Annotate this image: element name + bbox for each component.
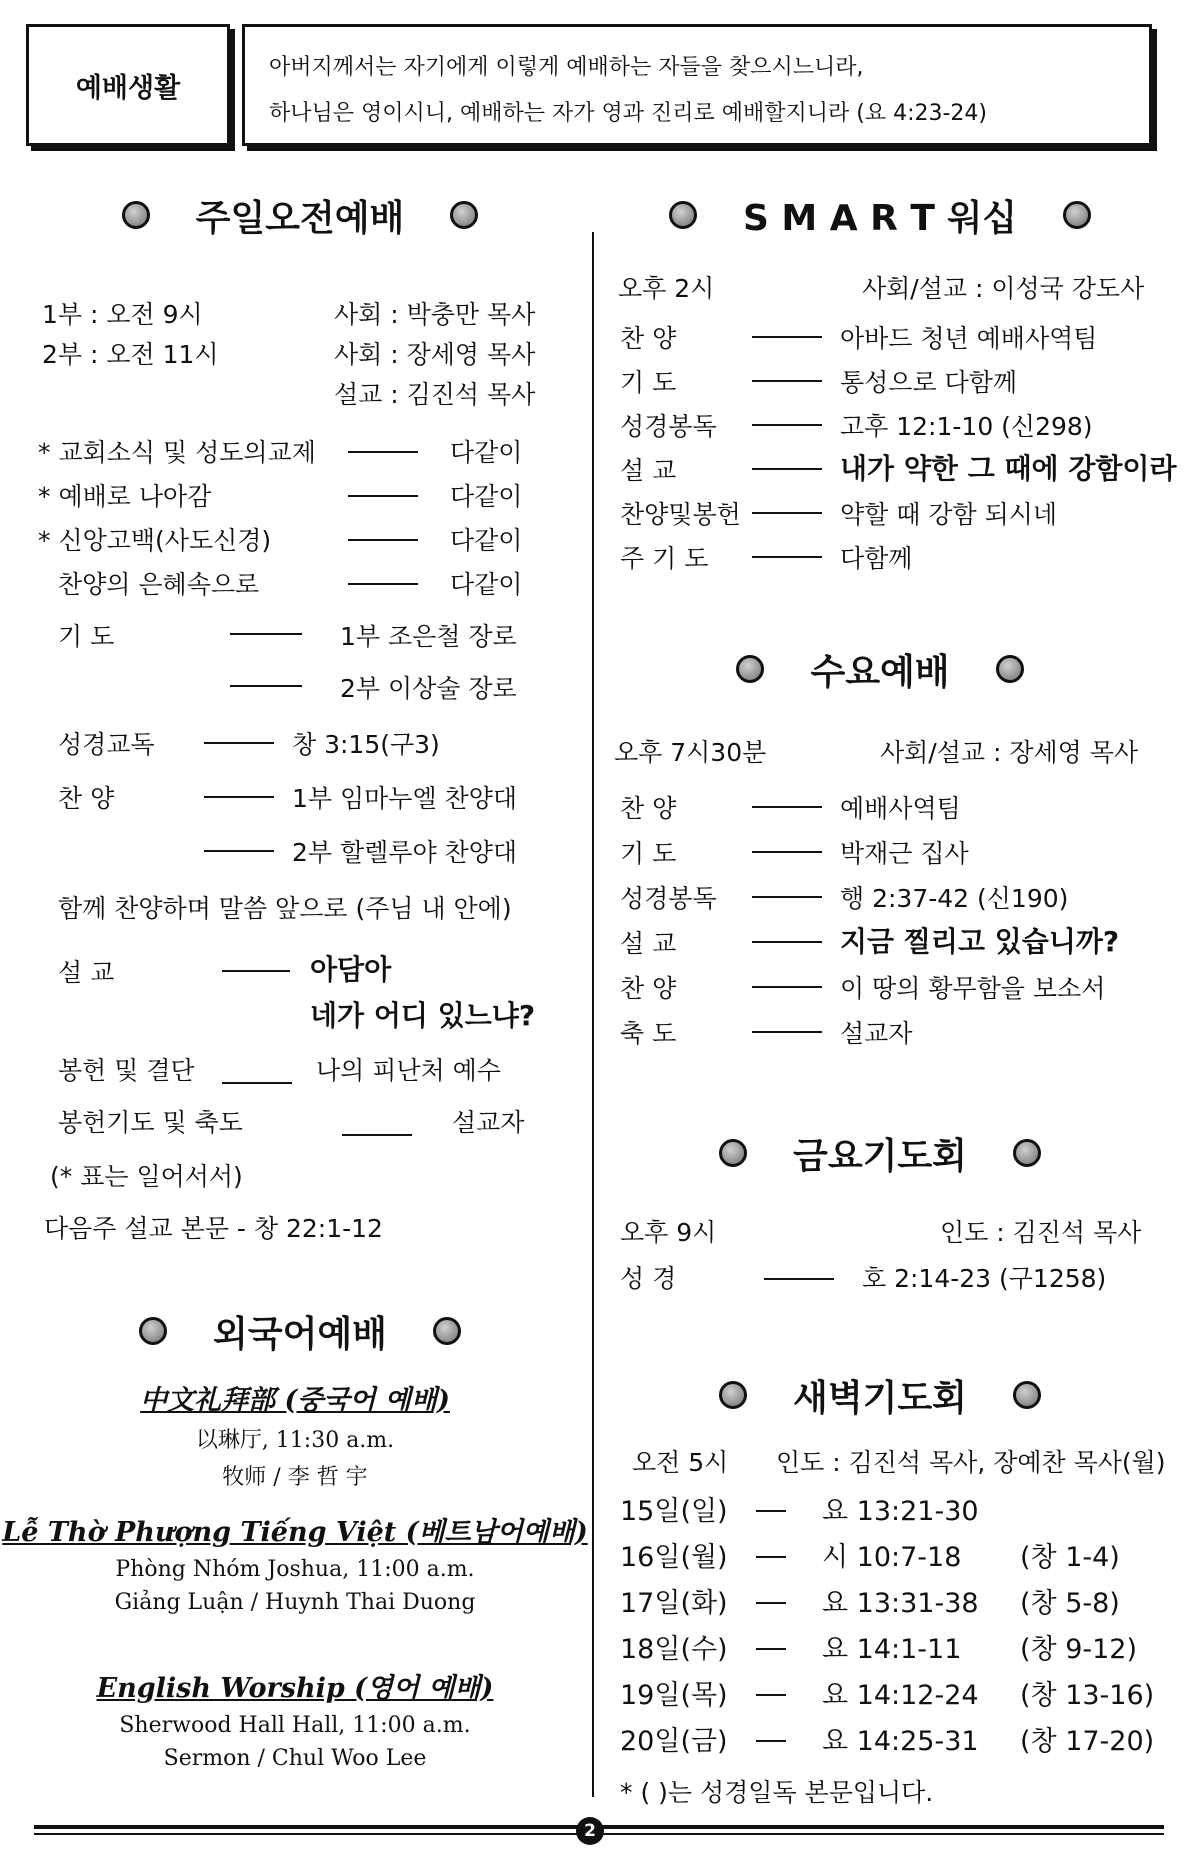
dawn-reading: (창 1-4): [1020, 1542, 1120, 1573]
chinese-service-place: 以琳厅, 11:30 a.m.: [195, 1428, 395, 1453]
section-title-smart: S M A R T 워십: [620, 190, 1140, 240]
dawn-passage: 요 14:25-31: [822, 1726, 979, 1757]
row-label: 기 도: [620, 368, 677, 397]
sermon-label: 설 교: [58, 958, 115, 987]
order-item: * 교회소식 및 성도의교제: [38, 438, 316, 467]
leader-dash: [756, 1740, 786, 1742]
offering-label: 봉헌 및 결단: [58, 1056, 195, 1085]
chinese-service-pastor: 牧师 / 李 哲 宇: [222, 1465, 368, 1490]
row-label: 주 기 도: [620, 544, 709, 573]
order-item: * 신앙고백(사도신경): [38, 526, 272, 555]
leader-dash: [204, 796, 274, 798]
dawn-time: 오전 5시: [632, 1448, 729, 1477]
wednesday-leader: 사회/설교 : 장세영 목사: [880, 738, 1139, 767]
bullet-icon: [719, 1381, 747, 1409]
leader-dash: [222, 970, 290, 972]
order-value: 다같이: [450, 570, 523, 599]
praise-2: 2부 할렐루야 찬양대: [292, 838, 517, 867]
chinese-service-title: 中文礼拜部 (중국어 예배): [140, 1385, 450, 1416]
row-value: 고후 12:1-10 (신298): [840, 412, 1093, 441]
friday-time: 오후 9시: [620, 1218, 717, 1247]
leader-dash: [752, 851, 822, 853]
leader-dash: [756, 1556, 786, 1558]
service-time-2: 2부 : 오전 11시: [42, 340, 219, 369]
row-label: 설 교: [620, 456, 677, 485]
row-label: 찬양및봉헌: [620, 500, 741, 529]
leader-dash: [752, 336, 822, 338]
leader-dash: [752, 512, 822, 514]
leader-dash: [752, 941, 822, 943]
leader-dash: [756, 1602, 786, 1604]
sermon-title: 아담아: [310, 953, 392, 986]
leader-dash: [756, 1648, 786, 1650]
friday-leader: 인도 : 김진석 목사: [940, 1218, 1142, 1247]
bullet-icon: [736, 655, 764, 683]
row-label: 설 교: [620, 929, 677, 958]
dawn-day: 16일(월): [620, 1542, 728, 1573]
bullet-icon: [669, 201, 697, 229]
row-label: 성경봉독: [620, 412, 717, 441]
benediction-label: 봉헌기도 및 축도: [58, 1108, 243, 1137]
together-line: 함께 찬양하며 말씀 앞으로 (주님 내 안에): [58, 894, 512, 923]
sermon-title: 네가 어디 있느냐?: [310, 999, 536, 1032]
verse-line: 아버지께서는 자기에게 이렇게 예배하는 자들을 찾으시느니라,: [269, 55, 864, 80]
dawn-passage: 요 13:31-38: [822, 1588, 979, 1619]
row-label: 찬 양: [620, 324, 677, 353]
leader-dash: [752, 1031, 822, 1033]
wednesday-time: 오후 7시30분: [614, 738, 767, 767]
leader-dash: [230, 685, 302, 687]
english-service-preacher: Sermon / Chul Woo Lee: [163, 1746, 427, 1771]
row-value: 다함께: [840, 544, 913, 573]
order-value: 다같이: [450, 526, 523, 555]
bullet-icon: [1013, 1139, 1041, 1167]
order-item: * 예배로 나아감: [38, 482, 212, 511]
standing-note: (* 표는 일어서서): [50, 1162, 243, 1191]
scripture-box: [242, 24, 1152, 146]
leader-dash: [752, 896, 822, 898]
praise-1: 1부 임마누엘 찬양대: [292, 784, 517, 813]
row-value: 아바드 청년 예배사역팀: [840, 324, 1098, 353]
leader-dash: [222, 1082, 292, 1084]
leader-dash: [756, 1510, 786, 1512]
reading-note: * ( )는 성경일독 본문입니다.: [620, 1778, 934, 1807]
vietnamese-service-place: Phòng Nhóm Joshua, 11:00 a.m.: [115, 1557, 475, 1582]
order-value: 다같이: [450, 482, 523, 511]
reading-label: 성경교독: [58, 730, 155, 759]
column-divider: [592, 232, 594, 1797]
prayer-label: 기 도: [58, 622, 115, 651]
leader-dash: [348, 495, 418, 497]
section-label: 예배생활: [26, 24, 230, 146]
english-service-place: Sherwood Hall Hall, 11:00 a.m.: [119, 1713, 471, 1738]
leader-dash: [752, 556, 822, 558]
bullet-icon: [996, 655, 1024, 683]
sermon-title: 내가 약한 그 때에 강함이라: [840, 452, 1177, 485]
row-label: 찬 양: [620, 794, 677, 823]
preacher: 설교 : 김진석 목사: [334, 380, 536, 409]
vietnamese-service-preacher: Giảng Luận / Huynh Thai Duong: [114, 1590, 476, 1615]
section-title-friday: 금요기도회: [620, 1128, 1140, 1178]
dawn-passage: 시 10:7-18: [822, 1542, 962, 1573]
dawn-leader: 인도 : 김진석 목사, 장예찬 목사(월): [776, 1448, 1166, 1477]
prayer-1: 1부 조은철 장로: [340, 622, 517, 651]
leader-dash: [756, 1694, 786, 1696]
leader-dash: [752, 468, 822, 470]
dawn-reading: (창 5-8): [1020, 1588, 1120, 1619]
row-value: 설교자: [840, 1019, 913, 1048]
dawn-day: 19일(목): [620, 1680, 728, 1711]
smart-time: 오후 2시: [618, 274, 715, 303]
dawn-reading: (창 17-20): [1020, 1726, 1155, 1757]
friday-bible-value: 호 2:14-23 (구1258): [862, 1264, 1107, 1293]
service-time-1: 1부 : 오전 9시: [42, 300, 203, 329]
bullet-icon: [433, 1317, 461, 1345]
section-title-foreign: 외국어예배: [60, 1306, 540, 1356]
leader-dash: [752, 380, 822, 382]
bullet-icon: [1063, 201, 1091, 229]
praise-label: 찬 양: [58, 784, 115, 813]
row-label: 축 도: [620, 1019, 677, 1048]
bullet-icon: [719, 1139, 747, 1167]
row-value: 행 2:37-42 (신190): [840, 884, 1069, 913]
leader-dash: [204, 742, 274, 744]
leader-dash: [348, 451, 418, 453]
row-label: 기 도: [620, 839, 677, 868]
leader-dash: [342, 1134, 412, 1136]
prayer-2: 2부 이상술 장로: [340, 674, 517, 703]
leader-dash: [752, 424, 822, 426]
section-title-dawn: 새벽기도회: [620, 1370, 1140, 1420]
row-value: 예배사역팀: [840, 794, 961, 823]
row-value: 이 땅의 황무함을 보소서: [840, 974, 1106, 1003]
leader-dash: [204, 850, 274, 852]
benediction-value: 설교자: [452, 1108, 525, 1137]
bullet-icon: [139, 1317, 167, 1345]
dawn-passage: 요 14:1-11: [822, 1634, 962, 1665]
row-value: 통성으로 다함께: [840, 368, 1017, 397]
row-value: 박재근 집사: [840, 839, 969, 868]
dawn-passage: 요 14:12-24: [822, 1680, 979, 1711]
leader-dash: [752, 986, 822, 988]
section-title-wednesday: 수요예배: [620, 644, 1140, 694]
bullet-icon: [1013, 1381, 1041, 1409]
leader-dash: [752, 806, 822, 808]
leader-dash: [348, 539, 418, 541]
order-item: 찬양의 은혜속으로: [58, 570, 260, 599]
dawn-reading: (창 9-12): [1020, 1634, 1138, 1665]
offering-value: 나의 피난처 예수: [316, 1056, 501, 1085]
row-value: 약할 때 강함 되시네: [840, 500, 1058, 529]
dawn-day: 20일(금): [620, 1726, 728, 1757]
page-number: 2: [576, 1817, 604, 1845]
dawn-passage: 요 13:21-30: [822, 1496, 979, 1527]
reading-value: 창 3:15(구3): [292, 730, 440, 759]
order-value: 다같이: [450, 438, 523, 467]
dawn-day: 18일(수): [620, 1634, 728, 1665]
bullet-icon: [450, 201, 478, 229]
verse-line: 하나님은 영이시니, 예배하는 자가 영과 진리로 예배할지니라 (요 4:23-24): [269, 101, 987, 126]
sermon-title: 지금 찔리고 있습니까?: [840, 925, 1120, 958]
leader-dash: [764, 1278, 834, 1280]
dawn-day: 15일(일): [620, 1496, 728, 1527]
row-label: 찬 양: [620, 974, 677, 1003]
dawn-day: 17일(화): [620, 1588, 728, 1619]
dawn-reading: (창 13-16): [1020, 1680, 1155, 1711]
section-title-sunday: 주일오전예배: [60, 190, 540, 240]
leader-2: 사회 : 장세영 목사: [334, 340, 536, 369]
leader-1: 사회 : 박충만 목사: [334, 300, 536, 329]
next-sermon: 다음주 설교 본문 - 창 22:1-12: [44, 1214, 383, 1243]
vietnamese-service-title: Lễ Thờ Phượng Tiếng Việt (베트남어예배): [2, 1517, 588, 1548]
row-label: 성경봉독: [620, 884, 717, 913]
friday-bible-label: 성 경: [620, 1264, 677, 1293]
english-service-title: English Worship (영어 예배): [96, 1673, 494, 1704]
leader-dash: [230, 633, 302, 635]
bullet-icon: [122, 201, 150, 229]
leader-dash: [348, 583, 418, 585]
smart-leader: 사회/설교 : 이성국 강도사: [862, 274, 1145, 303]
